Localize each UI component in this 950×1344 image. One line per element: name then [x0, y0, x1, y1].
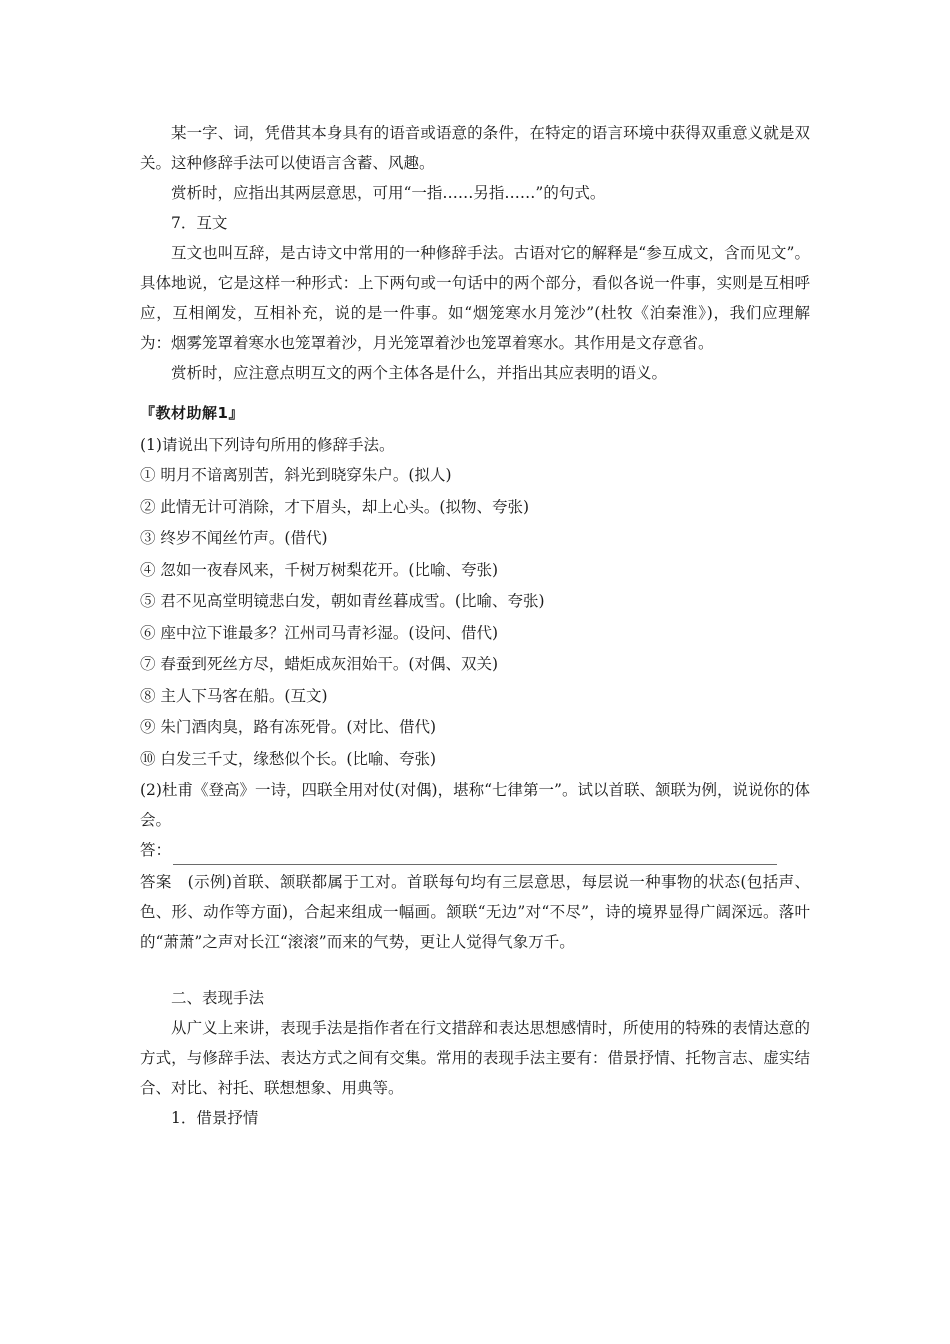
paragraph-huwen-definition: 互文也叫互辞，是古诗文中常用的一种修辞手法。古语对它的解释是“参互成文，含而见文”。具体地说，它是这样一种形式：上下两句或一句话中的两个部分，看似各说一件事，实则是互相呼应，互相阐发，互相补充，说的是一件事。如“烟笼寒水月笼沙”(杜牧《泊秦淮》)，我们应理解为：烟雾笼罩着寒水也笼罩着沙，月光笼罩着沙也笼罩着寒水。其作用是文存意省。 — [140, 244, 810, 352]
list-item: ⑥ 座中泣下谁最多？江州司马青衫湿。(设问、借代) — [140, 623, 499, 642]
answer-label: 答： — [140, 841, 172, 859]
answer-blank-line — [140, 835, 810, 865]
question-2: (2)杜甫《登高》一诗，四联全用对仗(对偶)，堪称“七律第一”。试以首联、颔联为例，说说你的体会。 — [140, 781, 810, 829]
title-bracket-open: 『 — [140, 404, 156, 422]
heading-jiejing-shuqing: 1．借景抒情 — [171, 1109, 259, 1127]
textbook-help-title-text: 教材助解1 — [155, 404, 229, 422]
list-item: ② 此情无计可消除，才下眉头，却上心头。(拟物、夸张) — [140, 497, 530, 516]
paragraph-huwen-appreciation: 赏析时，应注意点明互文的两个主体各是什么，并指出其应表明的语义。 — [171, 364, 668, 382]
section-gap — [140, 957, 810, 983]
rhetoric-example-list — [140, 460, 810, 775]
paragraph-shuangguan-definition: 某一字、词，凭借其本身具有的语音或语意的条件，在特定的语言环境中获得双重意义就是双关。这种修辞手法可以使语言含蓄、风趣。 — [140, 124, 810, 172]
list-item: ⑩ 白发三千丈，缘愁似个长。(比喻、夸张) — [140, 749, 437, 768]
answer-text: 答案 (示例)首联、颔联都属于工对。首联每句均有三层意思，每层说一种事物的状态(包括声、色、形、动作等方面)，合起来组成一幅画。颔联“无边”对“不尽”，诗的境界显得广阔深远。落叶的“萧萧”之声对长江“滚滚”而来的气势，更让人觉得气象万千。 — [140, 873, 810, 951]
paragraph-shuangguan-appreciation: 赏析时，应指出其两层意思，可用“一指……另指……”的句式。 — [171, 184, 606, 202]
list-item: ⑧ 主人下马客在船。(互文) — [140, 686, 328, 705]
list-item: ⑤ 君不见高堂明镜悲白发，朝如青丝暮成雪。(比喻、夸张) — [140, 592, 545, 610]
list-item: ④ 忽如一夜春风来，千树万树梨花开。(比喻、夸张) — [140, 560, 499, 579]
list-item: ① 明月不谙离别苦，斜光到晓穿朱户。(拟人) — [140, 466, 452, 484]
question-1: (1)请说出下列诗句所用的修辞手法。 — [140, 436, 395, 454]
title-bracket-close: 』 — [228, 404, 244, 422]
document-page — [140, 118, 810, 1133]
paragraph-biaoxian-definition: 从广义上来讲，表现手法是指作者在行文措辞和表达思想感情时，所使用的特殊的表情达意的方式，与修辞手法、表达方式之间有交集。常用的表现手法主要有：借景抒情、托物言志、虚实结合、对比、衬托、联想想象、用典等。 — [140, 1019, 810, 1097]
list-item: ⑦ 春蚕到死丝方尽，蜡炬成灰泪始干。(对偶、双关) — [140, 655, 499, 673]
heading-huwen: 7．互文 — [171, 214, 228, 232]
answer-blank[interactable] — [173, 843, 777, 865]
list-item: ⑨ 朱门酒肉臭，路有冻死骨。(对比、借代) — [140, 718, 437, 736]
heading-biaoxian-shoufa: 二、表现手法 — [171, 989, 265, 1007]
textbook-help-title — [140, 400, 810, 426]
list-item: ③ 终岁不闻丝竹声。(借代) — [140, 529, 328, 547]
